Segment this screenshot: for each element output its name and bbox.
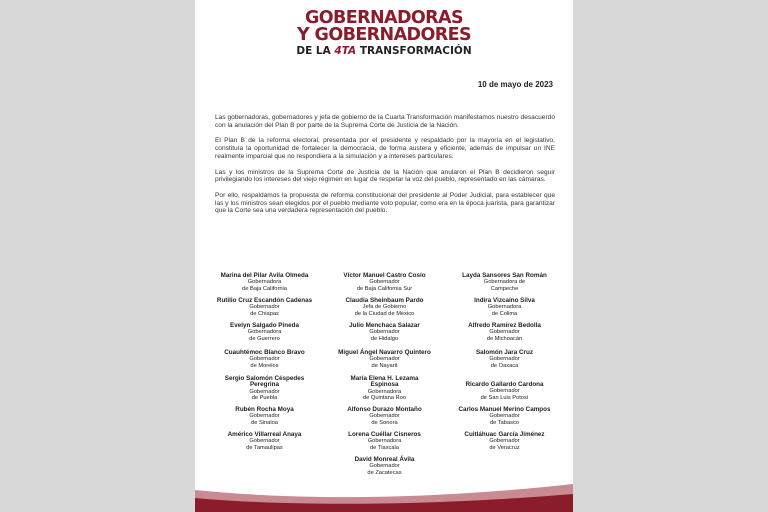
signatory-name: Alfredo Ramírez Bedolla [468, 322, 541, 329]
signatory [205, 432, 324, 451]
signatory [445, 432, 564, 451]
signatory-state: de Zacatecas [367, 469, 402, 476]
signatory-role: Gobernador [369, 413, 400, 420]
signatory [445, 407, 564, 426]
signatory [325, 350, 444, 369]
signatory-state: de Veracruz [489, 444, 520, 451]
signatory-role: Gobernadora [367, 388, 402, 395]
signatory-state: de Quintana Roo [362, 394, 406, 401]
signatory-name: Rutilio Cruz Escandón Cadenas [216, 297, 313, 304]
header-title-line2: Y GOBERNADORES [296, 25, 471, 45]
signatory-state: de Michoacán [486, 335, 523, 342]
signatory [445, 382, 564, 401]
signatory-name: Indira Vizcaíno Silva [474, 297, 535, 304]
signatory-state: de Tabasco [490, 419, 519, 426]
signatory-state: de Nayarit [371, 362, 398, 369]
signatory-name: Rubén Rocha Moya [235, 406, 294, 413]
signatory-state: de Hidalgo [370, 335, 399, 342]
signatory-name: Claudia Sheinbaum Pardo [345, 297, 424, 304]
signatory [325, 407, 444, 426]
paragraph: El Plan B de la reforma electoral, presentada por el presidente y respaldado por la mayoría en el legislativo, constituía la oportunidad de fortalecer la democracia, de forma austera y eficiente, además de impulsar un INE realmente imparcial que no respondiera a la simulación y a intereses particulares. [215, 137, 555, 160]
signatory-role: Gobernador [489, 413, 520, 420]
signatory-role: Gobernadora [487, 304, 522, 311]
signatory [445, 350, 564, 369]
signatory-role: Gobernador [249, 438, 280, 445]
signatory-role: Gobernador [369, 329, 400, 336]
signatory-state: de Oaxaca [490, 362, 519, 369]
signatory [205, 273, 324, 292]
header-accent: 4TA [334, 45, 357, 57]
signatory-name: Américo Villarreal Anaya [227, 431, 302, 438]
signatory-name: Miguel Ángel Navarro Quintero [338, 349, 431, 356]
signatory-role: Gobernadora [247, 329, 282, 336]
signatory-role: Gobernador [369, 279, 400, 286]
document-body [215, 114, 555, 223]
signatory-state: de Colima [491, 310, 518, 317]
signatory-state: de San Luis Potosí [480, 394, 529, 401]
signatory [445, 298, 564, 317]
signatory [205, 407, 324, 426]
signatory-state: de Sonora [371, 419, 398, 426]
signatory [205, 350, 324, 369]
signatory-name: Cuitláhuac García Jiménez [464, 431, 545, 438]
signatory-state: de Puebla [251, 394, 278, 401]
signatory-role: Gobernadora de [483, 279, 526, 286]
signatory-state: de Sinaloa [251, 419, 278, 426]
signatory [325, 298, 444, 317]
signatory-name: Salomón Jara Cruz [475, 349, 534, 356]
header-suffix: TRANSFORMACIÓN [359, 45, 472, 57]
signatory-role: Gobernador [249, 304, 280, 311]
signatory [325, 273, 444, 292]
paragraph: Las gobernadoras, gobernadores y jefa de gobierno de la Cuarta Transformación manifestamos nuestro desacuerdo con la anulación del Plan B por parte de la Suprema Corte de Justicia de la Nación. [215, 114, 555, 129]
signatory-role: Gobernador [489, 438, 520, 445]
signatory [205, 323, 324, 342]
signatory [445, 273, 564, 292]
footer-decoration [195, 469, 573, 512]
paragraph: Por ello, respaldamos la propuesta de reforma constitucional del presidente al Poder Judicial, para establecer que las y los ministros sean elegidos por el pueblo mediante voto popular, como era en la época juarista, para garantizar que la Corte sea una verdadera representación del pueblo. [215, 191, 555, 215]
signatory-name: Cuauhtémoc Blanco Bravo [224, 349, 305, 356]
signatory-role: Gobernador [489, 329, 520, 336]
signatory-name: Sergio Salomón Céspedes Peregrina [224, 375, 305, 389]
signatory-state: de Guerrero [249, 335, 280, 342]
signatory-state: de Tlaxcala [370, 444, 399, 451]
signatory-name: Lorena Cuéllar Cisneros [348, 431, 421, 438]
signatory [205, 376, 324, 401]
paragraph: Las y los ministros de la Suprema Corte de Justicia de la Nación que anularon el Plan B decidieron seguir privilegiando los intereses del viejo régimen en lugar de respetar la voz del pueblo, representado en las cámaras. [215, 168, 555, 184]
signatory-state: Campeche [490, 285, 519, 292]
signatory-name: Evelyn Salgado Pineda [230, 322, 299, 329]
header-prefix: DE LA [296, 45, 331, 57]
document-date: 10 de mayo de 2023 [477, 80, 553, 89]
signatory-name: David Monreal Ávila [354, 456, 415, 463]
signatory-role: Gobernador [249, 413, 280, 420]
signatory-role: Gobernador [369, 463, 400, 470]
signatory [325, 432, 444, 451]
signatory-name: Alfonso Durazo Montaño [347, 406, 422, 413]
signatory-name: Layda Sansores San Román [462, 272, 547, 279]
signatory-name: Marina del Pilar Avila Olmeda [220, 272, 309, 279]
signatory-name: Ricardo Gallardo Cardona [465, 381, 544, 388]
signatory-state: de Morelos [250, 362, 279, 369]
signatory-state: de la Ciudad de México [354, 310, 415, 317]
signatory-role: Gobernador [249, 388, 280, 395]
signatory-name: Víctor Manuel Castro Cosío [343, 272, 426, 279]
signatory-name: Carlos Manuel Merino Campos [458, 406, 551, 413]
signatory-name: María Elena H. Lezama Espinosa [350, 375, 419, 389]
header-title-line3 [195, 45, 573, 57]
signatory-state: de Tamaulipas [246, 444, 283, 451]
signatory-role: Gobernadora [367, 438, 402, 445]
document-header [195, 10, 573, 57]
signatory-state: de Baja California [242, 285, 287, 292]
signatory-state: de Chiapas [250, 310, 279, 317]
header-title-line1: GOBERNADORAS [304, 8, 464, 28]
signatory [205, 298, 324, 317]
signatory [445, 323, 564, 342]
signatory [325, 376, 444, 401]
signatory-role: Jefa de Gobierno [362, 304, 407, 311]
signatory [325, 323, 444, 342]
document-page [195, 0, 573, 512]
signatory-state: de Baja California Sur [356, 285, 413, 292]
signatory-role: Gobernador [369, 356, 400, 363]
signatory-role: Gobernador [249, 356, 280, 363]
signatory-name: Julio Menchaca Salazar [349, 322, 420, 329]
signatory-role: Gobernadora [247, 279, 282, 286]
signatory-role: Gobernador [489, 388, 520, 395]
signatory-role: Gobernador [489, 356, 520, 363]
